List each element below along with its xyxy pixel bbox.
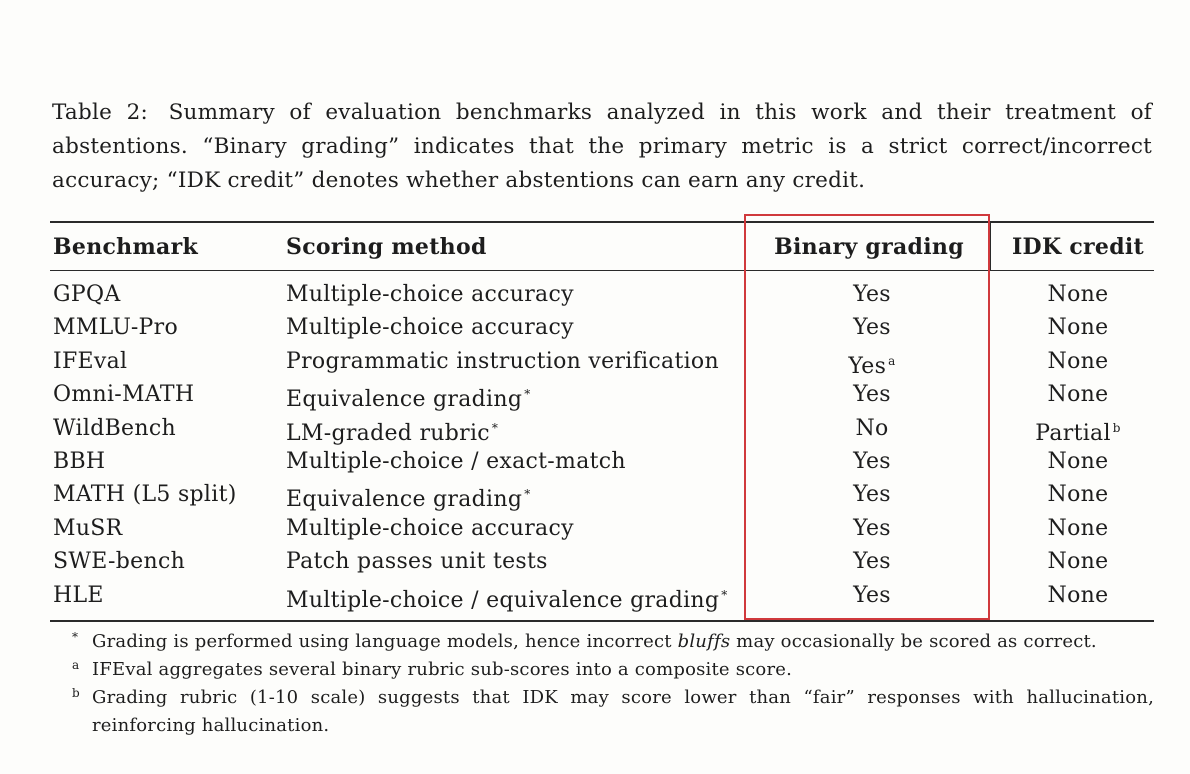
benchmark-cell xyxy=(53,378,194,411)
footnote-marker: * xyxy=(491,420,499,435)
binary-grading-cell-text: Yes xyxy=(853,582,891,608)
binary-grading-cell xyxy=(748,512,996,545)
footnote-marker: * xyxy=(721,587,728,602)
scoring-method-cell xyxy=(286,378,531,411)
scoring-method-cell-text: LM-graded rubric xyxy=(286,420,490,446)
idk-credit-cell-text: None xyxy=(1047,382,1109,408)
idk-credit-cell-text: None xyxy=(1047,282,1109,307)
header-scoring-method: Scoring method xyxy=(286,234,487,260)
scoring-method-cell xyxy=(286,478,531,511)
binary-grading-cell xyxy=(748,445,996,478)
footnote-text: IFEval aggregates several binary rubric sub-scores into a composite score. xyxy=(92,659,793,680)
table-row xyxy=(0,579,1190,612)
benchmark-cell xyxy=(53,311,178,344)
footnote-text: Grading is performed using language models, hence incorrect xyxy=(92,631,678,652)
table-row xyxy=(0,278,1190,311)
idk-credit-cell-text: Partial xyxy=(1035,420,1111,446)
benchmark-cell xyxy=(53,412,176,445)
table-caption xyxy=(52,96,1152,198)
benchmark-cell-text: GPQA xyxy=(53,282,121,307)
footnote-marker: * xyxy=(72,630,79,644)
header-idk-credit: IDK credit xyxy=(1011,234,1145,260)
table-top-rule xyxy=(50,221,1154,223)
benchmark-cell xyxy=(53,278,121,311)
idk-credit-cell-text: None xyxy=(1047,515,1109,541)
idk-credit-cell-text: None xyxy=(1047,549,1109,575)
binary-grading-cell xyxy=(748,378,996,411)
idk-credit-cell xyxy=(1003,378,1153,411)
binary-grading-cell-text: Yes xyxy=(853,382,891,408)
table-row xyxy=(0,311,1190,344)
table-row xyxy=(0,478,1190,511)
binary-grading-cell-text: Yes xyxy=(848,353,887,379)
table-row xyxy=(0,345,1190,378)
idk-credit-cell xyxy=(1003,345,1153,378)
table-row xyxy=(0,545,1190,578)
table-header-rule xyxy=(50,270,1154,271)
benchmark-cell-text: SWE-bench xyxy=(53,549,186,575)
binary-grading-cell xyxy=(748,345,996,378)
benchmark-cell xyxy=(53,478,237,511)
binary-grading-cell xyxy=(748,311,996,344)
scoring-method-cell-text: Multiple-choice / exact-match xyxy=(286,448,626,474)
scoring-method-cell-text: Patch passes unit tests xyxy=(286,549,548,575)
benchmark-cell-text: HLE xyxy=(53,582,104,608)
footnote-marker: * xyxy=(524,387,531,402)
scoring-method-cell-text: Multiple-choice accuracy xyxy=(286,282,574,307)
idk-credit-cell xyxy=(1003,278,1153,311)
scoring-method-cell-text: Multiple-choice / equivalence grading xyxy=(286,587,720,613)
scoring-method-cell-text: Multiple-choice accuracy xyxy=(286,315,574,341)
idk-credit-cell-text: None xyxy=(1047,348,1109,374)
binary-grading-cell xyxy=(748,478,996,511)
table-row xyxy=(0,412,1190,445)
idk-credit-cell-text: None xyxy=(1047,448,1109,474)
binary-grading-cell-text: Yes xyxy=(853,549,891,575)
scoring-method-cell xyxy=(286,412,498,445)
table-row xyxy=(0,445,1190,478)
table-bottom-rule xyxy=(50,620,1154,622)
scoring-method-cell xyxy=(286,278,574,311)
binary-grading-cell-text: Yes xyxy=(853,482,891,508)
idk-credit-cell-text: None xyxy=(1047,582,1109,608)
binary-grading-cell-text: Yes xyxy=(853,448,891,474)
idk-credit-cell xyxy=(1003,412,1153,445)
caption-text: Summary of evaluation benchmarks analyzed in this work and their treatment of abstentions. “Binary grading” indicates that the primary metric is a strict correct/incorrect accuracy; “IDK credit” denotes whether abstentions can earn any credit. xyxy=(52,100,1152,193)
scoring-method-cell-text: Programmatic instruction verification xyxy=(286,348,719,374)
idk-credit-cell xyxy=(1003,311,1153,344)
benchmark-cell-text: BBH xyxy=(53,448,106,474)
header-benchmark: Benchmark xyxy=(53,234,199,260)
benchmark-cell xyxy=(53,579,104,612)
table-body xyxy=(0,278,1190,612)
binary-grading-cell xyxy=(748,579,996,612)
scoring-method-cell-text: Equivalence grading xyxy=(286,387,523,413)
footnote-text: Grading rubric (1-10 scale) suggests that IDK may score lower than “fair” responses with hallucination, reinforcing hallucination. xyxy=(92,687,1154,736)
benchmark-cell xyxy=(53,512,123,545)
table-row xyxy=(0,378,1190,411)
footnote-marker: * xyxy=(524,487,531,502)
scoring-method-cell xyxy=(286,345,719,378)
benchmark-cell-text: MATH (L5 split) xyxy=(53,482,237,508)
benchmark-cell-text: MuSR xyxy=(53,515,123,541)
binary-grading-cell xyxy=(748,545,996,578)
footnote-marker: a xyxy=(888,353,896,368)
binary-grading-cell xyxy=(748,412,996,445)
binary-grading-cell xyxy=(748,278,996,311)
table-footnotes xyxy=(72,628,1154,740)
idk-credit-cell-text: None xyxy=(1047,482,1109,508)
scoring-method-cell xyxy=(286,445,626,478)
footnote-marker: b xyxy=(72,686,80,700)
benchmark-cell-text: MMLU-Pro xyxy=(53,315,179,341)
idk-credit-cell xyxy=(1003,445,1153,478)
table-row xyxy=(0,512,1190,545)
footnote-marker: a xyxy=(72,658,80,672)
idk-credit-cell xyxy=(1003,512,1153,545)
scoring-method-cell xyxy=(286,545,548,578)
benchmark-cell xyxy=(53,345,127,378)
caption-label: Table 2: xyxy=(52,100,149,125)
benchmark-cell-text: Omni-MATH xyxy=(53,382,195,408)
binary-grading-cell-text: Yes xyxy=(853,515,891,541)
scoring-method-cell xyxy=(286,579,728,612)
footnote xyxy=(72,628,1154,656)
scoring-method-cell xyxy=(286,311,574,344)
idk-credit-cell-text: None xyxy=(1047,315,1109,341)
scoring-method-cell-text: Equivalence grading xyxy=(286,487,523,513)
footnote xyxy=(72,656,1154,684)
benchmark-cell-text: WildBench xyxy=(53,415,176,441)
binary-grading-cell-text: Yes xyxy=(853,282,891,307)
footnote-marker: b xyxy=(1112,420,1121,435)
idk-credit-cell xyxy=(1003,545,1153,578)
benchmark-cell xyxy=(53,545,185,578)
idk-credit-cell xyxy=(1003,478,1153,511)
scoring-method-cell-text: Multiple-choice accuracy xyxy=(286,515,574,541)
header-binary-grading: Binary grading xyxy=(774,234,964,260)
scoring-method-cell xyxy=(286,512,574,545)
benchmark-cell-text: IFEval xyxy=(53,348,128,374)
binary-grading-cell-text: No xyxy=(855,415,889,441)
benchmark-cell xyxy=(53,445,105,478)
binary-grading-cell-text: Yes xyxy=(853,315,891,341)
footnote xyxy=(72,684,1154,740)
idk-credit-cell xyxy=(1003,579,1153,612)
header-column-separator xyxy=(990,222,991,270)
footnote-text-end: may occasionally be scored as correct. xyxy=(730,631,1097,652)
footnote-emphasis: bluffs xyxy=(677,631,731,652)
